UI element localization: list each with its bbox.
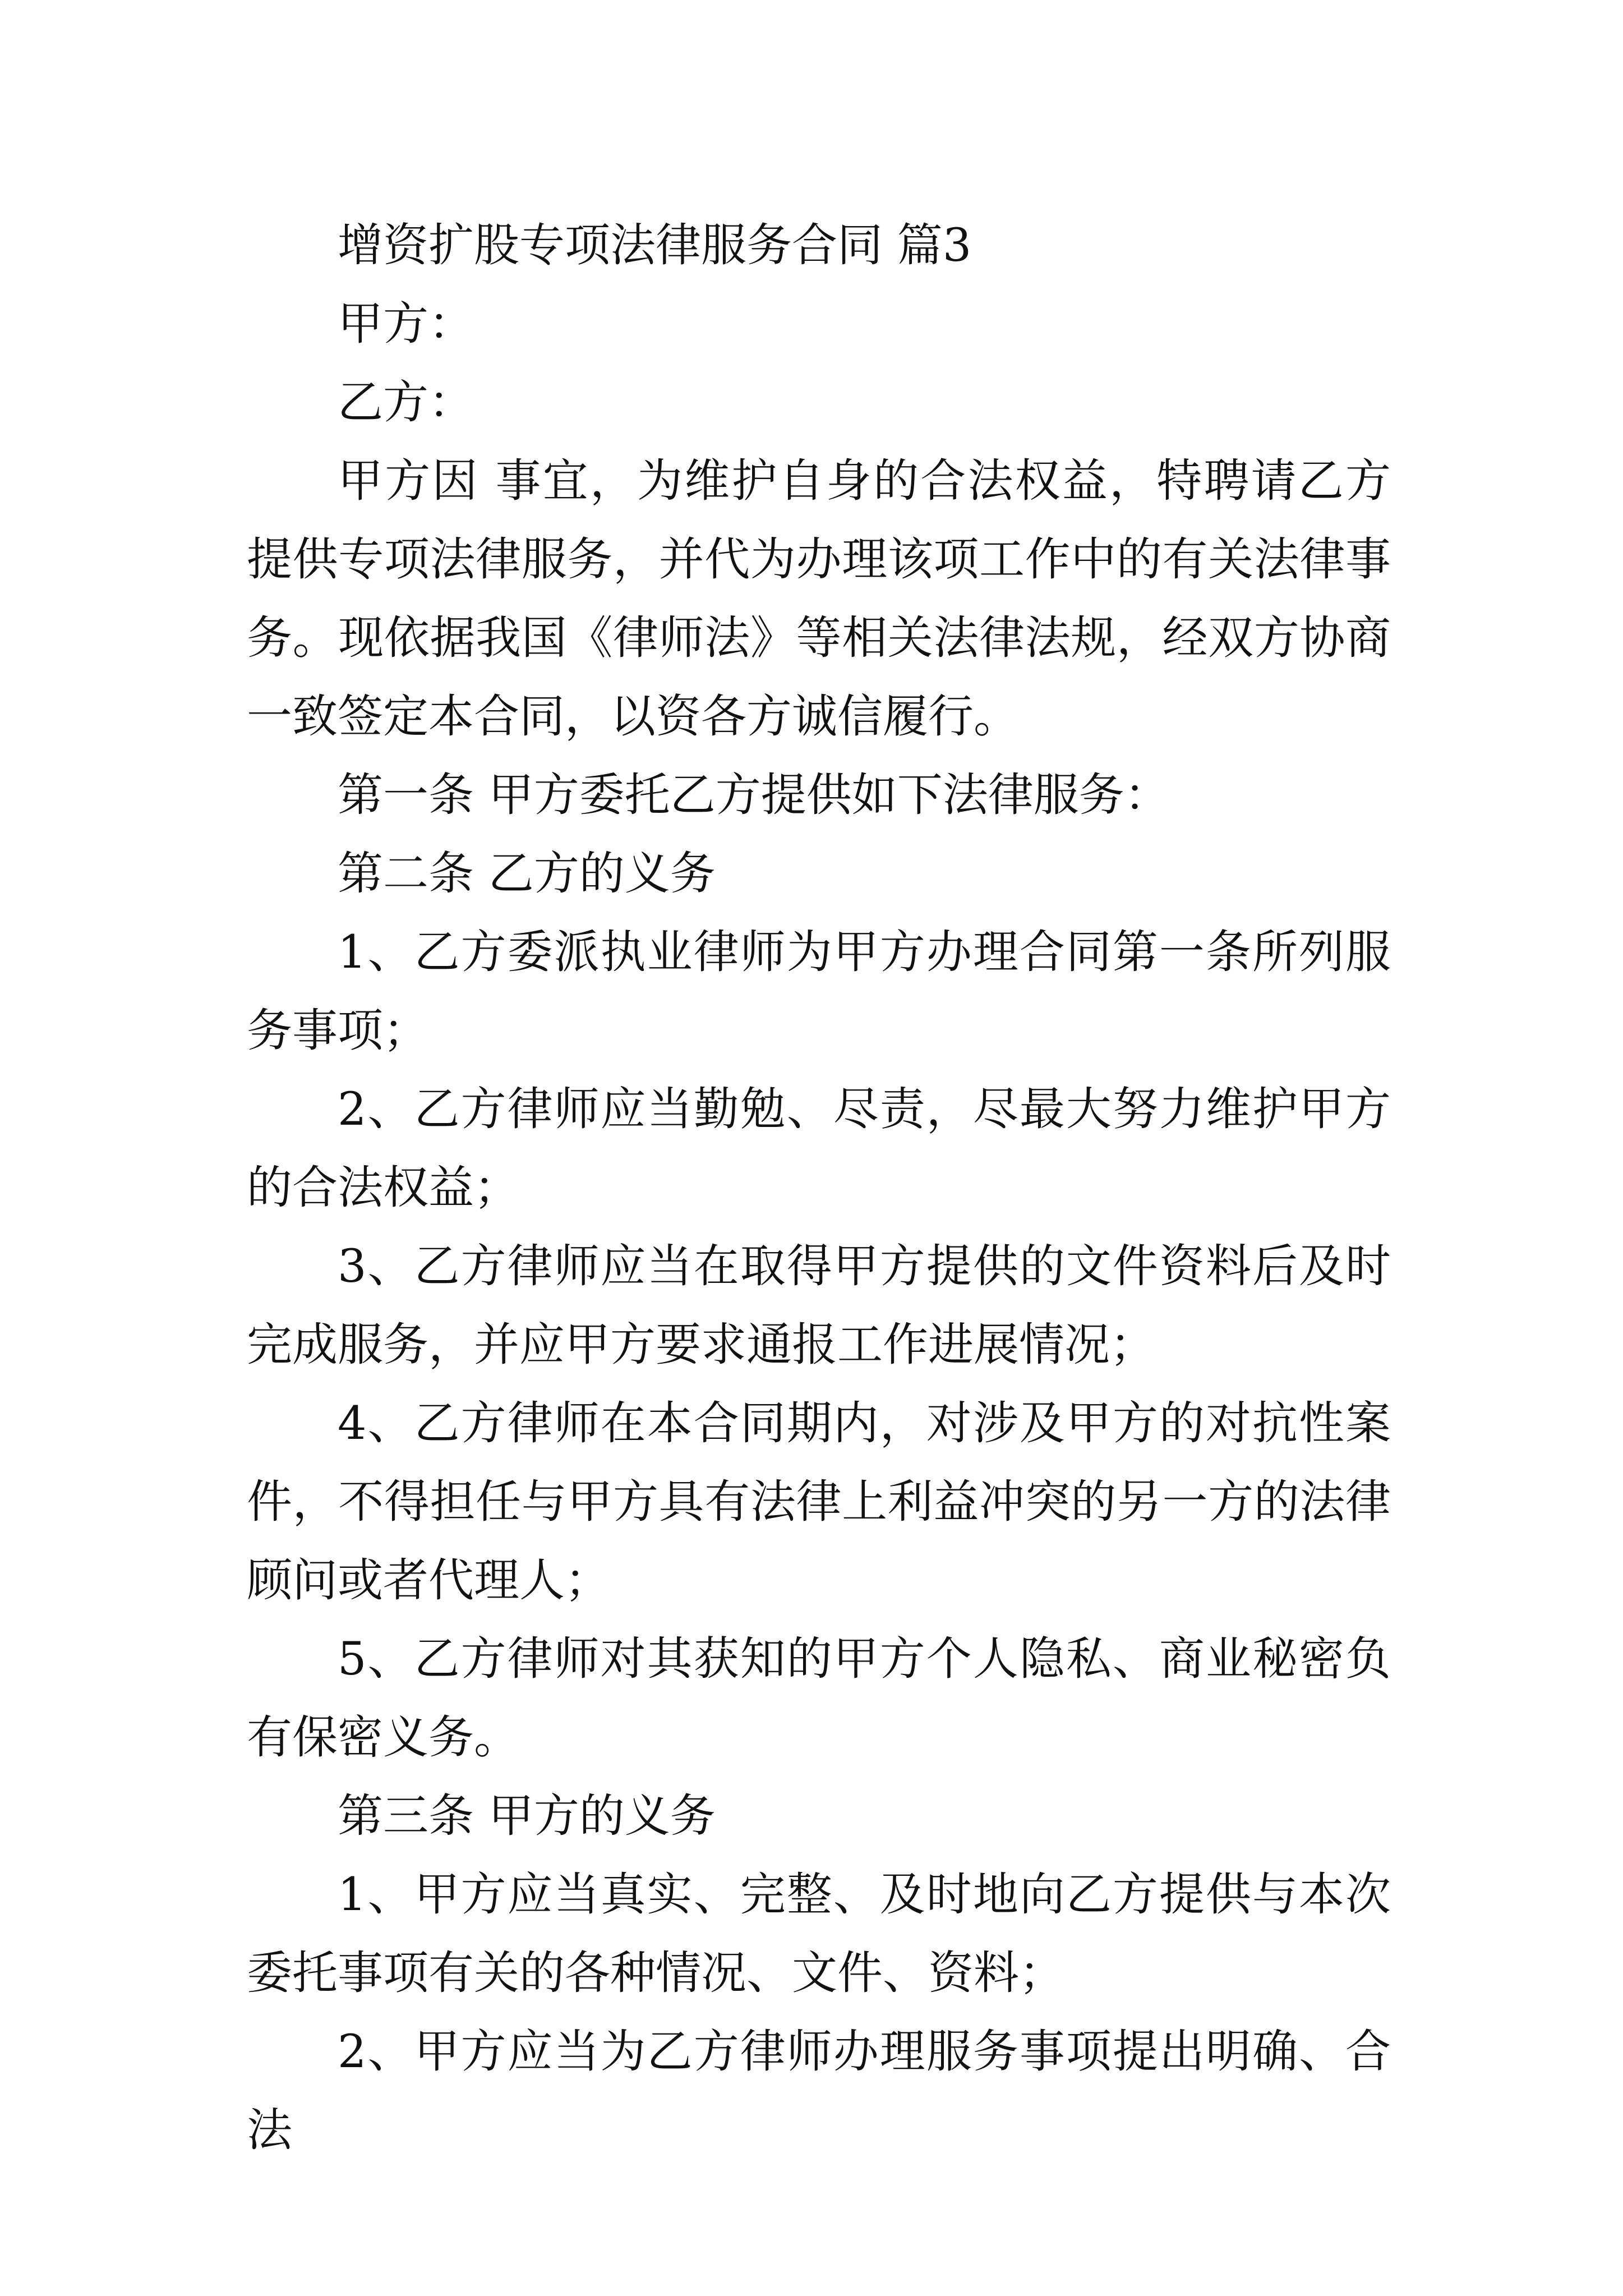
document-title: 增资扩股专项法律服务合同 篇3 — [338, 219, 972, 272]
article-2-item-3: 3、乙方律师应当在取得甲方提供的文件资料后及时完成服务，并应甲方要求通报工作进展情况； — [247, 1240, 1391, 1372]
preamble-paragraph: 甲方因 事宜，为维护自身的合法权益，特聘请乙方提供专项法律服务，并代为办理该项工作中的有关法律事务。现依据我国《律师法》等相关法律法规，经双方协商一致签定本合同，以资各方诚信履行。 — [247, 455, 1391, 743]
article-3-item-2: 2、甲方应当为乙方律师办理服务事项提出明确、合法 — [247, 2026, 1391, 2157]
article-2-item-5: 5、乙方律师对其获知的甲方个人隐私、商业秘密负有保密义务。 — [247, 1633, 1391, 1764]
article-2-item-4: 4、乙方律师在本合同期内，对涉及甲方的对抗性案件，不得担任与甲方具有法律上利益冲突的另一方的法律顾问或者代理人； — [247, 1397, 1391, 1607]
article-1-heading: 第一条 甲方委托乙方提供如下法律服务： — [338, 769, 1170, 822]
article-3-item-1: 1、甲方应当真实、完整、及时地向乙方提供与本次委托事项有关的各种情况、文件、资料； — [247, 1869, 1391, 2000]
party-a-line: 甲方： — [338, 298, 474, 351]
party-b-line: 乙方： — [338, 376, 474, 429]
article-2-heading: 第二条 乙方的义务 — [338, 848, 716, 900]
article-2-item-2: 2、乙方律师应当勤勉、尽责，尽最大努力维护甲方的合法权益； — [247, 1083, 1391, 1214]
document-body — [247, 206, 1391, 2170]
article-3-heading: 第三条 甲方的义务 — [338, 1790, 716, 1843]
article-2-item-1: 1、乙方委派执业律师为甲方办理合同第一条所列服务事项； — [247, 926, 1391, 1057]
